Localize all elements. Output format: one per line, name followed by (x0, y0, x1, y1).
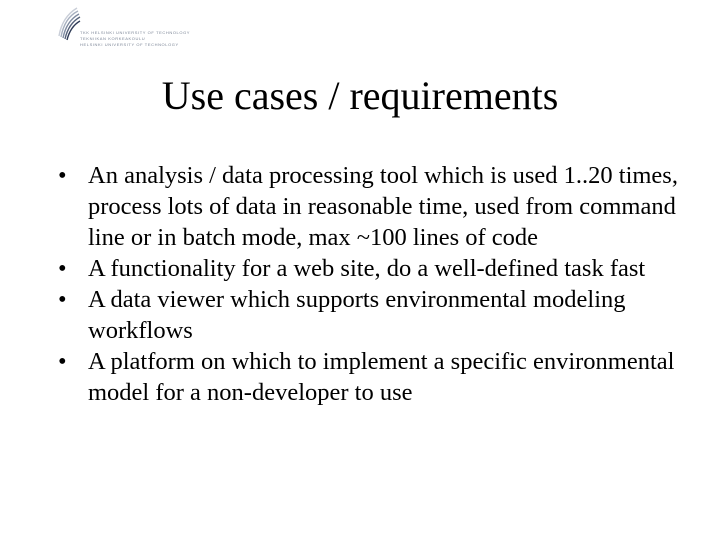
university-logo (55, 2, 191, 48)
bullet-text: A functionality for a web site, do a well-defined task fast (88, 255, 646, 282)
university-wing-logo-icon (55, 2, 81, 42)
bullet-item (58, 253, 698, 284)
logo-text-line: TKK HELSINKI UNIVERSITY OF TECHNOLOGY (80, 30, 191, 35)
bullet-item (58, 284, 698, 346)
logo-text-line: TEKNIIKAN KORKEAKOULU (80, 36, 146, 41)
bullet-icon: • (58, 255, 67, 282)
logo-text-line: HELSINKI UNIVERSITY OF TECHNOLOGY (80, 42, 179, 47)
slide-title: Use cases / requirements (161, 73, 559, 118)
bullet-item (58, 160, 698, 253)
bullet-icon: • (58, 348, 67, 375)
bullet-list (58, 160, 698, 408)
university-logo-text (80, 30, 190, 48)
bullet-icon: • (58, 286, 67, 313)
bullet-icon: • (58, 162, 67, 189)
bullet-item (58, 346, 698, 408)
bullet-text: A platform on which to implement a specific environmental model for a non-developer to use (88, 348, 675, 406)
bullet-text: An analysis / data processing tool which is used 1..20 times, process lots of data in reasonable time, used from command line or in batch mode, max ~100 lines of code (88, 162, 678, 251)
bullet-text: A data viewer which supports environmental modeling workflows (88, 286, 626, 344)
